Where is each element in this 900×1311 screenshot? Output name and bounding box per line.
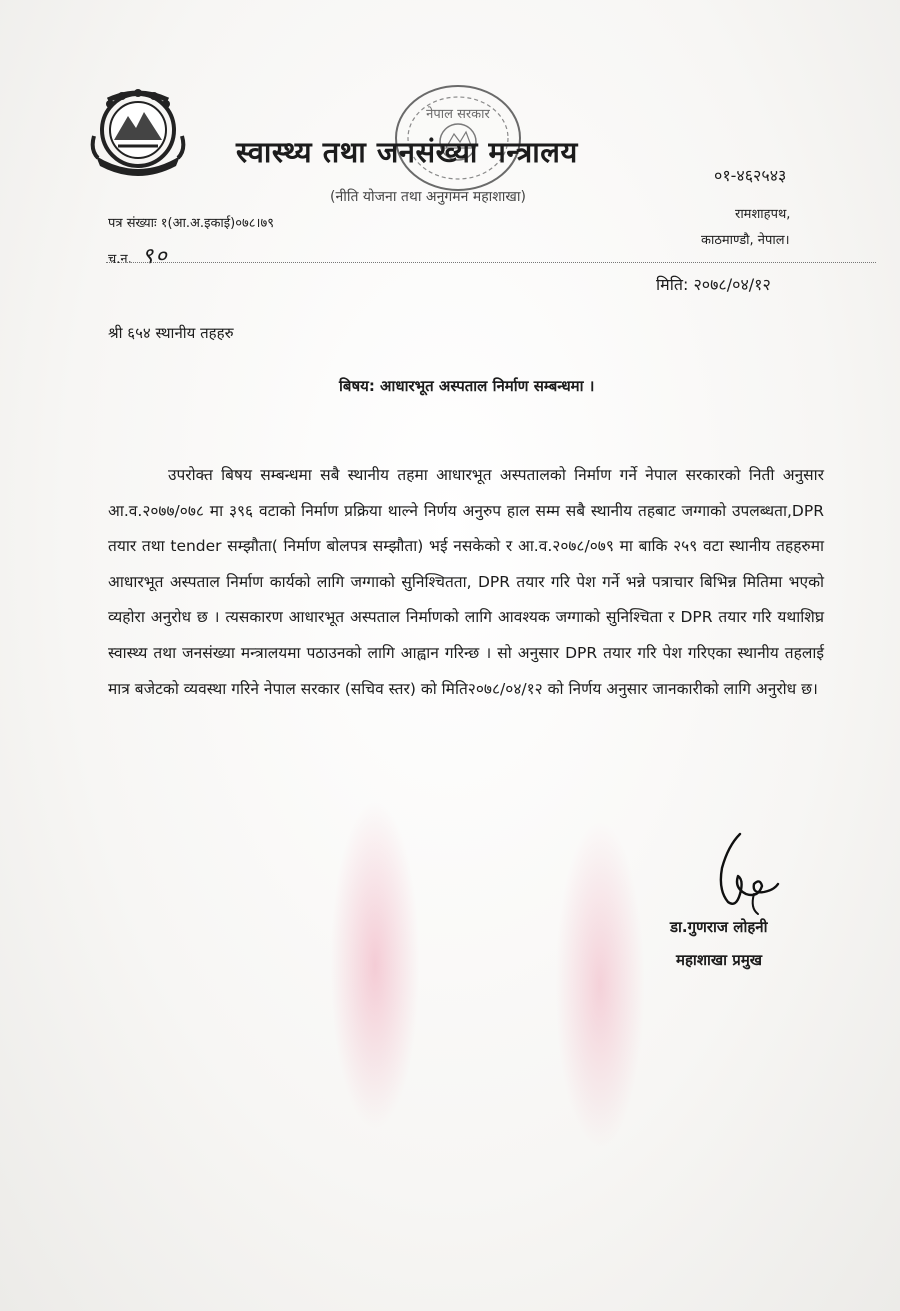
ministry-title: स्वास्थ्य तथा जनसंख्या मन्त्रालय xyxy=(236,135,578,169)
signatory-title: महाशाखा प्रमुख xyxy=(676,951,763,969)
division-name: (नीति योजना तथा अनुगमन महाशाखा) xyxy=(330,189,526,205)
dispatch-number xyxy=(108,240,169,270)
red-ink-smudge xyxy=(555,820,645,1150)
recipient: श्री ६५४ स्थानीय तहहरु xyxy=(108,324,234,342)
dispatch-value: ९० xyxy=(141,244,169,269)
nepal-emblem-icon xyxy=(88,86,188,178)
reference-number: पत्र संख्याः १(आ.अ.इकाई)०७८।७९ xyxy=(108,216,274,231)
phone-number: ०१-४६२५४३ xyxy=(714,166,787,185)
header-divider xyxy=(106,262,876,263)
letter-date: मिति: २०७८/०४/१२ xyxy=(656,275,771,294)
subject-line: बिषय: आधारभूत अस्पताल निर्माण सम्बन्धमा । xyxy=(339,377,595,395)
signatory-name: डा.गुणराज लोहनी xyxy=(670,918,768,936)
dispatch-label: च.न. xyxy=(108,252,132,267)
letter-body: उपरोक्त बिषय सम्बन्धमा सबै स्थानीय तहमा आधारभूत अस्पतालको निर्माण गर्ने नेपाल सरकारको निती अनुसार आ.व.२०७७/०७८ मा ३९६ वटाको निर्माण प्रक्रिया थाल्ने निर्णय अनुरुप हाल सम्म सबै स्थानीय तहबाट जग्गाको उपलब्धता,DPR तयार तथा tender सम्झौता( निर्माण बोलपत्र सम्झौता) भई नसकेको र आ.व.२०७८/०७९ मा बाकि २५९ वटा स्थानीय तहहरुमा आधारभूत अस्पताल निर्माण कार्यको लागि जग्गाको सुनिश्चितता, DPR तयार गरि पेश गर्ने भन्ने पत्राचार बिभिन्न मितिमा भएको व्यहोरा अनुरोध छ । त्यसकारण आधारभूत अस्पताल निर्माणको लागि आवश्यक जग्गाको सुनिश्चिता र DPR तयार गरि यथाशिघ्र स्वास्थ्य तथा जनसंख्या मन्त्रालयमा पठाउनको लागि आह्वान गरिन्छ । सो अनुसार DPR तयार गरि पेश गरिएका स्थानीय तहलाई मात्र बजेटको व्यवस्था गरिने नेपाल सरकार (सचिव स्तर) को मिति२०७८/०४/१२ को निर्णय अनुसार जानकारीको लागि अनुरोध छ। xyxy=(108,466,824,698)
stamp-label: नेपाल सरकार xyxy=(426,107,490,122)
address-street: रामशाहपथ, xyxy=(735,207,791,222)
address-city: काठमाण्डौ, नेपाल। xyxy=(701,233,790,248)
red-ink-smudge xyxy=(330,800,420,1130)
signature-icon xyxy=(700,828,790,918)
